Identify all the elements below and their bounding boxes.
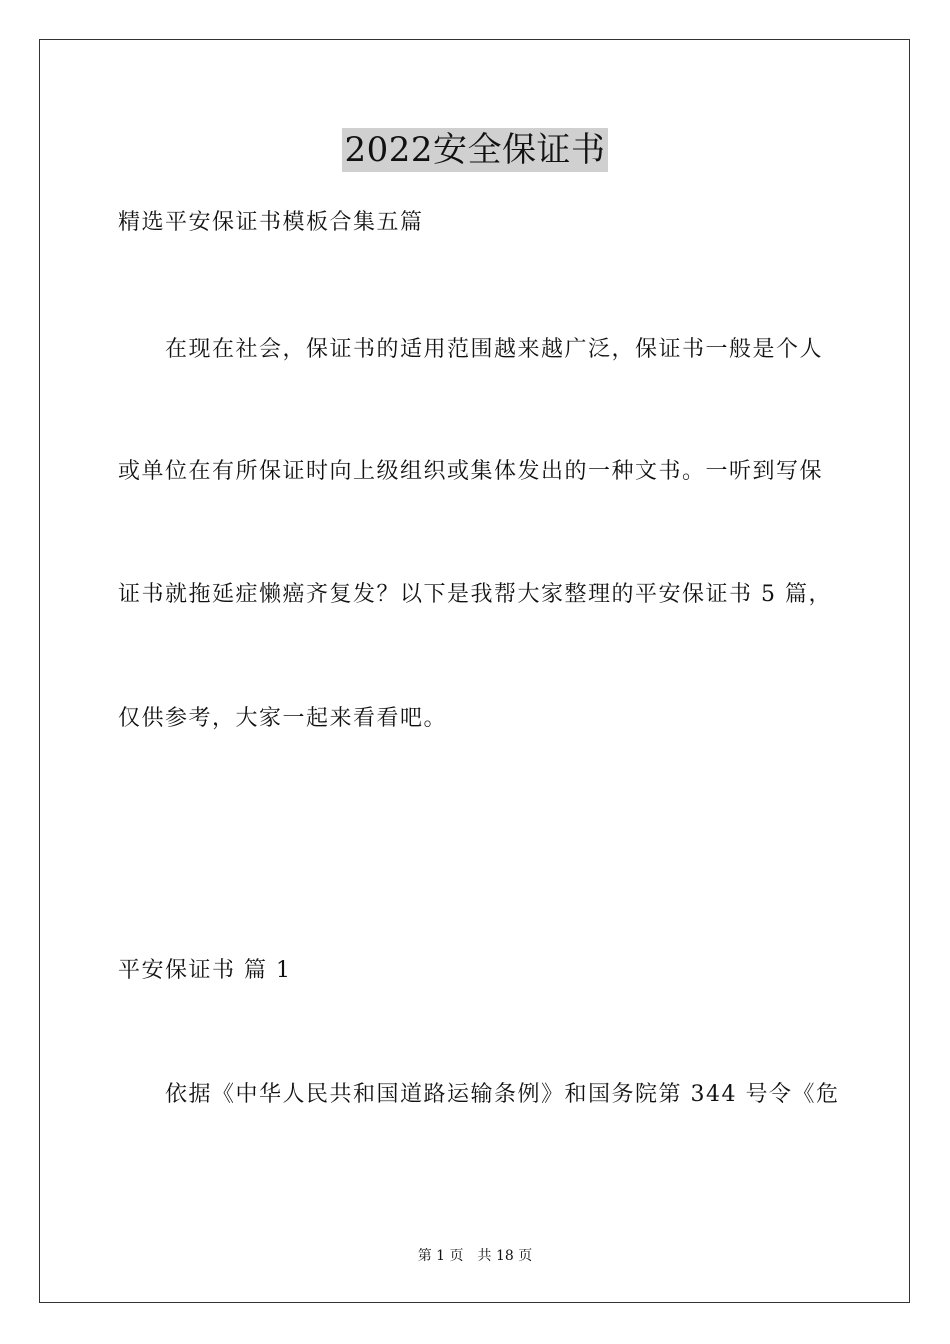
intro-line-4: 仅供参考，大家一起来看看吧。 bbox=[118, 706, 448, 731]
section-first-line: 依据《中华人民共和国道路运输条例》和国务院第 344 号令《危 bbox=[165, 1082, 840, 1107]
page-number: 第 1 页 bbox=[417, 1248, 464, 1264]
title-container bbox=[0, 128, 950, 172]
document-subtitle: 精选平安保证书模板合集五篇 bbox=[118, 210, 424, 235]
intro-line-1: 在现在社会，保证书的适用范围越来越广泛，保证书一般是个人 bbox=[165, 337, 824, 362]
intro-line-2: 或单位在有所保证时向上级组织或集体发出的一种文书。一听到写保 bbox=[118, 459, 824, 484]
page-total: 共 18 页 bbox=[477, 1248, 533, 1264]
document-title: 2022安全保证书 bbox=[344, 130, 606, 170]
section-heading: 平安保证书 篇 1 bbox=[118, 958, 292, 983]
intro-line-3: 证书就拖延症懒癌齐复发？以下是我帮大家整理的平安保证书 5 篇， bbox=[118, 582, 832, 607]
page-footer bbox=[0, 1246, 950, 1266]
